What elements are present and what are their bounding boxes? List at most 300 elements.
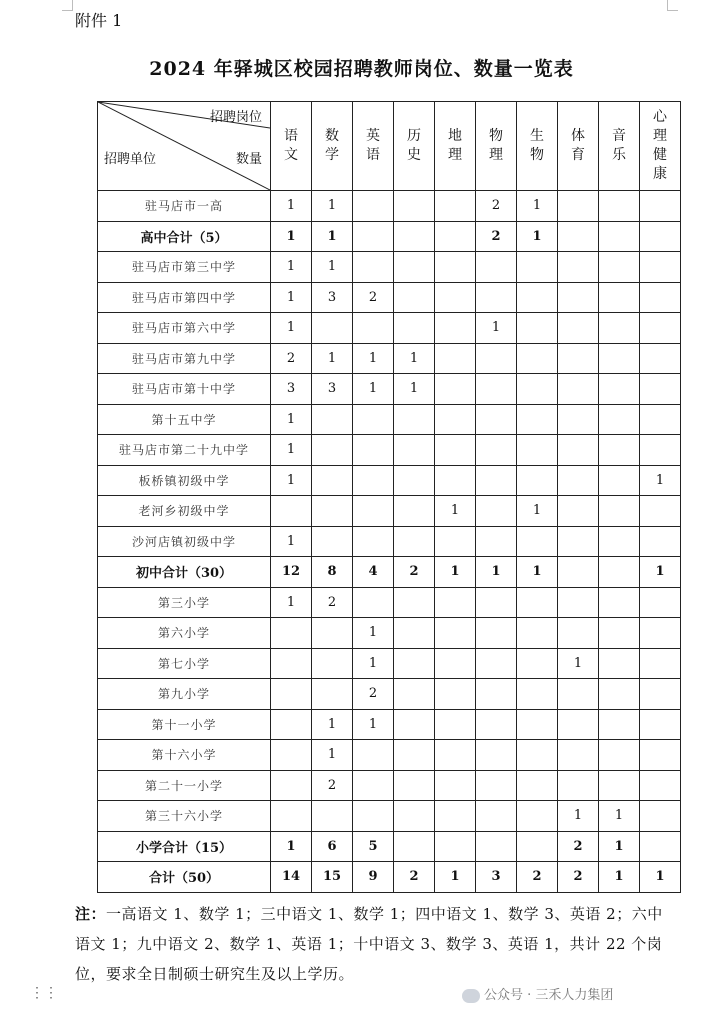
count-cell <box>599 343 640 374</box>
unit-name-cell: 第六小学 <box>98 618 271 649</box>
count-cell <box>517 526 558 557</box>
count-cell <box>353 313 394 344</box>
unit-name-cell: 驻马店市第四中学 <box>98 282 271 313</box>
count-cell <box>640 313 681 344</box>
count-cell <box>353 496 394 527</box>
unit-name-cell: 驻马店市第六中学 <box>98 313 271 344</box>
count-cell: 5 <box>353 831 394 862</box>
count-cell: 3 <box>312 282 353 313</box>
count-cell: 1 <box>271 313 312 344</box>
count-cell <box>640 252 681 283</box>
count-cell: 1 <box>353 374 394 405</box>
count-cell <box>558 252 599 283</box>
unit-name-cell: 第十五中学 <box>98 404 271 435</box>
count-cell: 1 <box>271 252 312 283</box>
count-cell: 1 <box>517 496 558 527</box>
count-cell <box>558 282 599 313</box>
count-cell <box>476 587 517 618</box>
unit-name-cell: 驻马店市第十中学 <box>98 374 271 405</box>
count-cell <box>640 526 681 557</box>
count-cell <box>271 618 312 649</box>
watermark <box>462 984 613 1003</box>
count-cell: 1 <box>558 648 599 679</box>
unit-name-cell: 老河乡初级中学 <box>98 496 271 527</box>
count-cell <box>558 740 599 771</box>
count-cell: 1 <box>312 709 353 740</box>
count-cell: 2 <box>476 191 517 222</box>
count-cell <box>558 465 599 496</box>
count-cell <box>599 252 640 283</box>
unit-name-cell: 合计（50） <box>98 862 271 893</box>
count-cell <box>353 740 394 771</box>
unit-name-cell: 第九小学 <box>98 679 271 710</box>
count-cell: 2 <box>476 221 517 252</box>
count-cell: 1 <box>640 557 681 588</box>
count-cell <box>476 465 517 496</box>
count-cell <box>435 191 476 222</box>
count-cell <box>640 191 681 222</box>
count-cell <box>558 191 599 222</box>
count-cell <box>353 526 394 557</box>
unit-name-cell: 第三小学 <box>98 587 271 618</box>
count-cell: 3 <box>476 862 517 893</box>
count-cell: 1 <box>353 709 394 740</box>
count-cell: 6 <box>312 831 353 862</box>
count-cell: 4 <box>353 557 394 588</box>
count-cell <box>517 648 558 679</box>
count-cell <box>394 526 435 557</box>
count-cell: 2 <box>394 862 435 893</box>
count-cell <box>476 343 517 374</box>
count-cell: 3 <box>271 374 312 405</box>
count-cell <box>476 709 517 740</box>
subject-header: 音 乐 <box>599 102 640 191</box>
count-cell <box>435 801 476 832</box>
count-cell: 1 <box>271 831 312 862</box>
unit-name-cell: 驻马店市一高 <box>98 191 271 222</box>
count-cell <box>558 343 599 374</box>
count-cell <box>312 526 353 557</box>
unit-name-cell: 驻马店市第三中学 <box>98 252 271 283</box>
count-cell <box>353 252 394 283</box>
count-cell <box>517 313 558 344</box>
subtotal-row <box>98 831 681 862</box>
count-cell <box>435 587 476 618</box>
count-cell <box>517 770 558 801</box>
count-cell <box>312 465 353 496</box>
subject-header: 地 理 <box>435 102 476 191</box>
count-cell <box>353 191 394 222</box>
subject-header: 数 学 <box>312 102 353 191</box>
page-title: 2024 年驿城区校园招聘教师岗位、数量一览表 <box>149 58 574 80</box>
count-cell: 1 <box>517 557 558 588</box>
count-cell <box>640 801 681 832</box>
count-cell <box>517 282 558 313</box>
count-cell <box>558 526 599 557</box>
count-cell <box>640 374 681 405</box>
count-cell <box>394 740 435 771</box>
attachment-label: 附件 1 <box>75 11 123 30</box>
footnote <box>75 899 675 989</box>
count-cell <box>394 496 435 527</box>
count-cell <box>558 587 599 618</box>
count-cell <box>476 282 517 313</box>
table-row <box>98 343 681 374</box>
count-cell <box>435 770 476 801</box>
count-cell <box>312 618 353 649</box>
table-row <box>98 404 681 435</box>
count-cell <box>640 770 681 801</box>
table-row <box>98 313 681 344</box>
crop-mark-top-left <box>62 0 73 11</box>
count-cell <box>599 282 640 313</box>
count-cell <box>435 313 476 344</box>
count-cell <box>312 435 353 466</box>
count-cell <box>599 618 640 649</box>
table-row <box>98 679 681 710</box>
count-cell <box>640 221 681 252</box>
count-cell <box>599 526 640 557</box>
count-cell <box>435 740 476 771</box>
count-cell <box>271 740 312 771</box>
count-cell: 1 <box>476 557 517 588</box>
subtotal-row <box>98 221 681 252</box>
count-cell: 1 <box>271 404 312 435</box>
count-cell: 1 <box>353 648 394 679</box>
unit-name-cell: 第十一小学 <box>98 709 271 740</box>
count-cell <box>599 221 640 252</box>
count-cell <box>517 465 558 496</box>
count-cell: 1 <box>271 526 312 557</box>
header-corner-cell <box>98 102 271 191</box>
count-cell: 2 <box>558 831 599 862</box>
count-cell <box>517 252 558 283</box>
count-cell <box>517 831 558 862</box>
count-cell <box>394 252 435 283</box>
count-cell <box>312 404 353 435</box>
count-cell: 2 <box>394 557 435 588</box>
unit-name-cell: 沙河店镇初级中学 <box>98 526 271 557</box>
count-cell <box>599 404 640 435</box>
count-cell <box>435 709 476 740</box>
count-cell <box>353 801 394 832</box>
count-cell <box>558 770 599 801</box>
count-cell <box>558 404 599 435</box>
count-cell: 1 <box>640 465 681 496</box>
count-cell <box>435 343 476 374</box>
subject-header: 心 理 健 康 <box>640 102 681 191</box>
count-cell <box>640 496 681 527</box>
count-cell: 3 <box>312 374 353 405</box>
footnote-label: 注： <box>75 905 107 923</box>
table-body <box>98 191 681 893</box>
count-cell <box>394 709 435 740</box>
count-cell <box>394 648 435 679</box>
count-cell <box>558 313 599 344</box>
count-cell <box>353 587 394 618</box>
count-cell: 9 <box>353 862 394 893</box>
count-cell: 1 <box>271 435 312 466</box>
table-row <box>98 191 681 222</box>
count-cell <box>394 435 435 466</box>
count-cell <box>476 679 517 710</box>
count-cell: 1 <box>353 618 394 649</box>
count-cell <box>476 496 517 527</box>
count-cell: 1 <box>640 862 681 893</box>
count-cell <box>558 618 599 649</box>
count-cell: 1 <box>312 221 353 252</box>
count-cell <box>394 770 435 801</box>
count-cell <box>394 465 435 496</box>
count-cell: 1 <box>599 801 640 832</box>
count-cell <box>476 801 517 832</box>
count-cell <box>558 709 599 740</box>
crop-mark-top-right <box>667 0 678 11</box>
count-cell <box>312 801 353 832</box>
count-cell: 1 <box>271 587 312 618</box>
count-cell <box>640 831 681 862</box>
count-cell: 2 <box>517 862 558 893</box>
count-cell <box>640 709 681 740</box>
count-cell: 1 <box>271 221 312 252</box>
count-cell: 1 <box>312 252 353 283</box>
count-cell <box>517 740 558 771</box>
count-cell <box>517 679 558 710</box>
count-cell <box>558 557 599 588</box>
count-cell: 1 <box>476 313 517 344</box>
table-row <box>98 709 681 740</box>
count-cell <box>599 679 640 710</box>
count-cell <box>435 618 476 649</box>
table-row <box>98 740 681 771</box>
count-cell <box>599 709 640 740</box>
count-cell: 2 <box>353 679 394 710</box>
count-cell <box>599 313 640 344</box>
count-cell <box>599 435 640 466</box>
count-cell <box>640 343 681 374</box>
count-cell <box>271 801 312 832</box>
count-cell <box>476 526 517 557</box>
count-cell: 1 <box>312 191 353 222</box>
count-cell <box>394 221 435 252</box>
subtotal-row <box>98 557 681 588</box>
count-cell: 1 <box>435 496 476 527</box>
subject-header: 生 物 <box>517 102 558 191</box>
count-cell <box>435 374 476 405</box>
unit-name-cell: 板桥镇初级中学 <box>98 465 271 496</box>
count-cell <box>517 709 558 740</box>
count-cell <box>353 465 394 496</box>
count-cell <box>435 282 476 313</box>
table-row <box>98 252 681 283</box>
subject-header: 物 理 <box>476 102 517 191</box>
count-cell <box>517 404 558 435</box>
count-cell <box>599 648 640 679</box>
count-cell <box>558 221 599 252</box>
count-cell <box>312 679 353 710</box>
count-cell <box>476 831 517 862</box>
count-cell <box>599 740 640 771</box>
subject-header: 历 史 <box>394 102 435 191</box>
count-cell <box>353 404 394 435</box>
count-cell: 2 <box>271 343 312 374</box>
unit-name-cell: 驻马店市第九中学 <box>98 343 271 374</box>
count-cell <box>558 679 599 710</box>
count-cell: 1 <box>312 343 353 374</box>
count-cell: 2 <box>312 587 353 618</box>
count-cell <box>640 435 681 466</box>
wechat-icon <box>462 989 480 1003</box>
count-cell <box>599 191 640 222</box>
table-row <box>98 496 681 527</box>
count-cell <box>640 404 681 435</box>
count-cell <box>640 648 681 679</box>
count-cell <box>640 618 681 649</box>
count-cell <box>435 679 476 710</box>
count-cell: 1 <box>394 374 435 405</box>
table-row <box>98 618 681 649</box>
count-cell <box>435 465 476 496</box>
count-cell <box>394 801 435 832</box>
count-cell: 1 <box>517 191 558 222</box>
count-cell <box>353 221 394 252</box>
count-cell: 1 <box>599 831 640 862</box>
count-cell <box>271 496 312 527</box>
count-cell: 1 <box>353 343 394 374</box>
subtotal-row <box>98 862 681 893</box>
unit-name-cell: 第二十一小学 <box>98 770 271 801</box>
count-cell: 2 <box>312 770 353 801</box>
table-row <box>98 526 681 557</box>
count-cell <box>640 587 681 618</box>
table-row <box>98 648 681 679</box>
unit-name-cell: 第十六小学 <box>98 740 271 771</box>
table-row <box>98 770 681 801</box>
count-cell: 1 <box>271 465 312 496</box>
count-cell <box>394 404 435 435</box>
count-cell <box>640 679 681 710</box>
count-cell <box>394 282 435 313</box>
count-cell: 8 <box>312 557 353 588</box>
count-cell <box>476 770 517 801</box>
count-cell <box>558 374 599 405</box>
count-cell <box>599 465 640 496</box>
count-cell <box>435 404 476 435</box>
count-cell: 1 <box>435 557 476 588</box>
table-header-row <box>98 102 681 191</box>
count-cell <box>640 740 681 771</box>
unit-name-cell: 初中合计（30） <box>98 557 271 588</box>
count-cell <box>435 831 476 862</box>
unit-name-cell: 驻马店市第二十九中学 <box>98 435 271 466</box>
count-cell <box>558 496 599 527</box>
count-cell <box>394 679 435 710</box>
corner-label-unit: 招聘单位 <box>104 152 157 167</box>
count-cell: 1 <box>312 740 353 771</box>
count-cell <box>558 435 599 466</box>
subject-header: 语 文 <box>271 102 312 191</box>
count-cell <box>394 191 435 222</box>
count-cell: 1 <box>394 343 435 374</box>
count-cell <box>271 709 312 740</box>
count-cell <box>517 587 558 618</box>
count-cell <box>599 587 640 618</box>
count-cell: 1 <box>435 862 476 893</box>
footnote-text: 一高语文 1、数学 1；三中语文 1、数学 1；四中语文 1、数学 3、英语 2；六中语文 1；九中语文 2、数学 1、英语 1；十中语文 3、数学 3、英语 1，共计 22 个岗位，要求全日制硕士研究生及以上学历。 <box>75 905 663 983</box>
count-cell <box>435 221 476 252</box>
count-cell: 1 <box>271 282 312 313</box>
count-cell: 1 <box>517 221 558 252</box>
unit-name-cell: 第三十六小学 <box>98 801 271 832</box>
count-cell <box>271 648 312 679</box>
table-row <box>98 282 681 313</box>
table-row <box>98 465 681 496</box>
count-cell <box>517 435 558 466</box>
watermark-text: 公众号 · 三禾人力集团 <box>484 988 614 1003</box>
count-cell <box>435 435 476 466</box>
count-cell <box>353 435 394 466</box>
count-cell: 1 <box>599 862 640 893</box>
corner-label-count: 数量 <box>235 152 262 167</box>
count-cell <box>435 648 476 679</box>
unit-name-cell: 高中合计（5） <box>98 221 271 252</box>
count-cell <box>271 679 312 710</box>
count-cell <box>517 618 558 649</box>
count-cell: 1 <box>271 191 312 222</box>
count-cell <box>517 374 558 405</box>
count-cell <box>394 831 435 862</box>
table-row <box>98 435 681 466</box>
recruitment-table <box>97 101 681 893</box>
count-cell <box>435 252 476 283</box>
count-cell <box>394 618 435 649</box>
count-cell <box>476 252 517 283</box>
subject-header: 体 育 <box>558 102 599 191</box>
count-cell <box>476 648 517 679</box>
count-cell: 1 <box>558 801 599 832</box>
count-cell <box>394 313 435 344</box>
count-cell <box>312 496 353 527</box>
count-cell <box>435 526 476 557</box>
count-cell <box>394 587 435 618</box>
count-cell <box>599 496 640 527</box>
count-cell <box>271 770 312 801</box>
unit-name-cell: 第七小学 <box>98 648 271 679</box>
count-cell <box>312 648 353 679</box>
count-cell <box>476 618 517 649</box>
count-cell <box>517 801 558 832</box>
corner-label-position: 招聘岗位 <box>209 110 262 125</box>
count-cell: 2 <box>353 282 394 313</box>
count-cell: 2 <box>558 862 599 893</box>
unit-name-cell: 小学合计（15） <box>98 831 271 862</box>
count-cell <box>640 282 681 313</box>
count-cell <box>476 374 517 405</box>
count-cell <box>599 374 640 405</box>
count-cell <box>476 740 517 771</box>
count-cell <box>599 557 640 588</box>
table-row <box>98 801 681 832</box>
drag-handle-icon[interactable]: ⋮⋮ <box>30 985 58 1001</box>
count-cell <box>353 770 394 801</box>
count-cell: 15 <box>312 862 353 893</box>
subject-header: 英 语 <box>353 102 394 191</box>
table-row <box>98 587 681 618</box>
count-cell: 14 <box>271 862 312 893</box>
count-cell <box>476 404 517 435</box>
count-cell <box>599 770 640 801</box>
table-row <box>98 374 681 405</box>
